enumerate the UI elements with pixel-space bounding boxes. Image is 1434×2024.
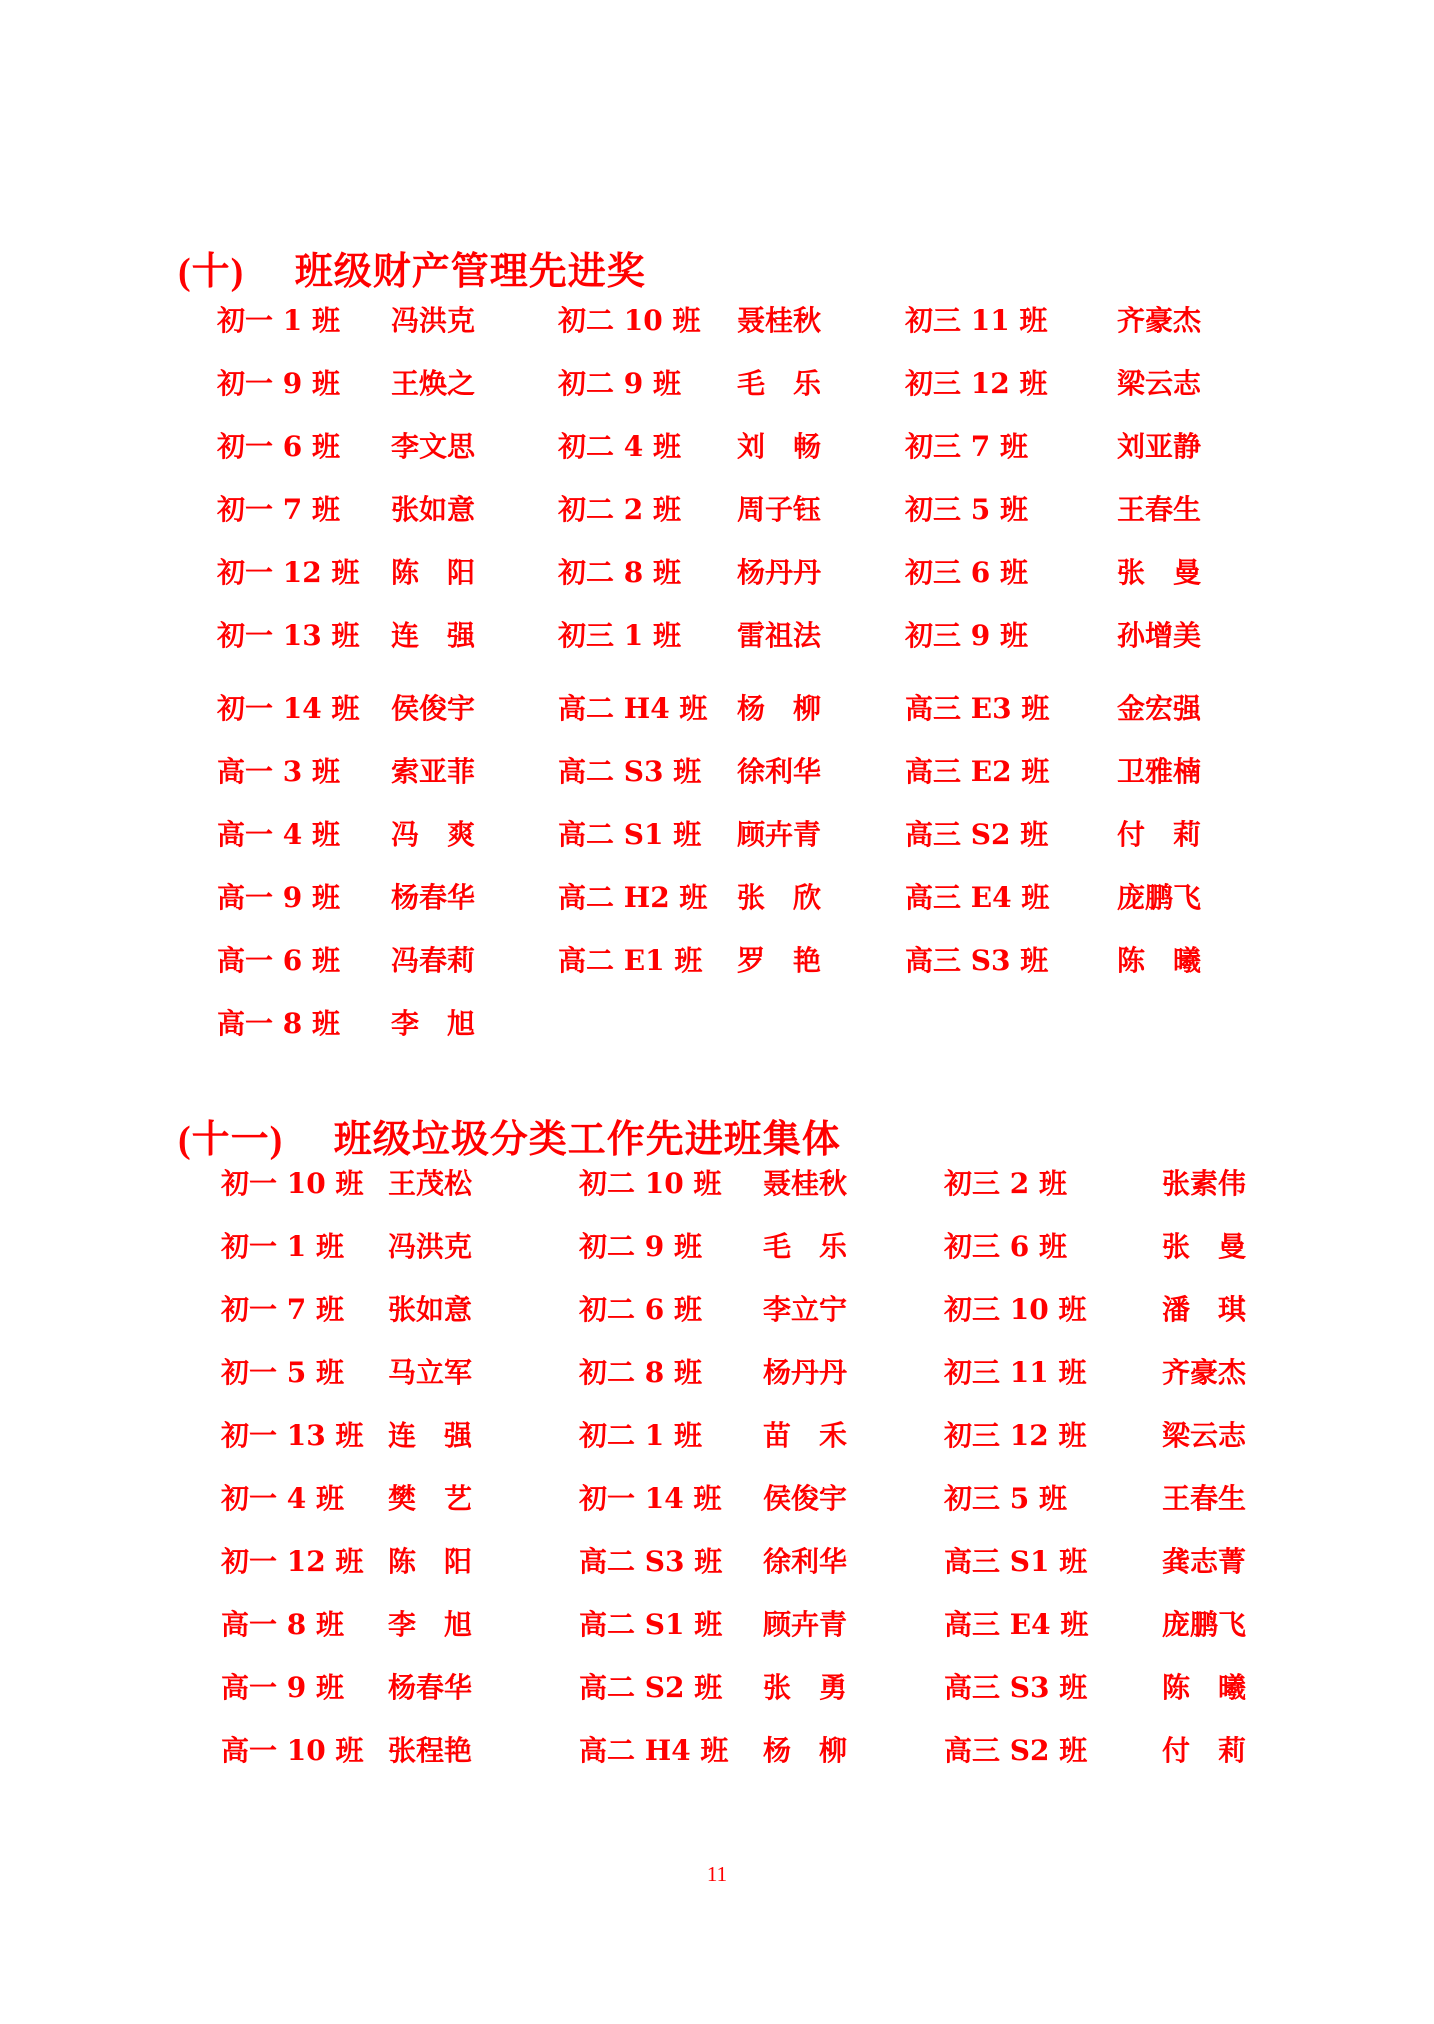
teacher-name: 冯 爽	[391, 818, 476, 851]
teacher-name: 索亚菲	[391, 755, 476, 788]
class-name: 高二 S1 班	[579, 1608, 723, 1641]
class-name: 高三 S1 班	[944, 1545, 1088, 1578]
class-name: 高一 6 班	[217, 944, 340, 977]
teacher-name: 雷祖法	[737, 619, 822, 652]
table-row	[0, 616, 1434, 656]
teacher-name: 张 曼	[1117, 556, 1202, 589]
class-name: 初一 14 班	[579, 1482, 722, 1515]
teacher-name: 杨春华	[388, 1671, 473, 1704]
table-row	[0, 1605, 1434, 1645]
teacher-name: 王春生	[1162, 1482, 1247, 1515]
class-name: 高二 S1 班	[558, 818, 702, 851]
class-name: 初二 9 班	[558, 367, 681, 400]
class-name: 初二 9 班	[579, 1230, 702, 1263]
class-name: 高三 E2 班	[905, 755, 1050, 788]
table-row	[0, 427, 1434, 467]
teacher-name: 潘 琪	[1162, 1293, 1247, 1326]
class-name: 初三 5 班	[905, 493, 1028, 526]
table-row	[0, 878, 1434, 918]
teacher-name: 连 强	[391, 619, 476, 652]
teacher-name: 陈 阳	[391, 556, 476, 589]
table-row	[0, 1227, 1434, 1267]
teacher-name: 张 曼	[1162, 1230, 1247, 1263]
teacher-name: 周子钰	[737, 493, 822, 526]
teacher-name: 孙增美	[1117, 619, 1202, 652]
teacher-name: 王春生	[1117, 493, 1202, 526]
teacher-name: 杨春华	[391, 881, 476, 914]
teacher-name: 杨 柳	[763, 1734, 848, 1767]
class-name: 初二 10 班	[579, 1167, 722, 1200]
teacher-name: 陈 曦	[1117, 944, 1202, 977]
class-name: 初二 8 班	[579, 1356, 702, 1389]
section-heading	[178, 240, 646, 295]
class-name: 初一 14 班	[217, 692, 360, 725]
teacher-name: 冯洪克	[388, 1230, 473, 1263]
table-row	[0, 1731, 1434, 1771]
class-name: 初二 6 班	[579, 1293, 702, 1326]
teacher-name: 刘亚静	[1117, 430, 1202, 463]
section-heading-title: 班级财产管理先进奖	[294, 248, 646, 293]
table-row	[0, 1668, 1434, 1708]
class-name: 初一 12 班	[217, 556, 360, 589]
table-row	[0, 301, 1434, 341]
teacher-name: 金宏强	[1117, 692, 1202, 725]
class-name: 高三 E4 班	[944, 1608, 1089, 1641]
teacher-name: 侯俊宇	[763, 1482, 848, 1515]
teacher-name: 徐利华	[737, 755, 822, 788]
class-name: 高二 H2 班	[558, 881, 708, 914]
class-name: 初一 1 班	[217, 304, 340, 337]
teacher-name: 罗 艳	[737, 944, 822, 977]
class-name: 高三 S2 班	[905, 818, 1049, 851]
teacher-name: 张 欣	[737, 881, 822, 914]
teacher-name: 侯俊宇	[391, 692, 476, 725]
class-name: 高二 H4 班	[558, 692, 708, 725]
class-name: 初三 6 班	[944, 1230, 1067, 1263]
class-name: 初三 6 班	[905, 556, 1028, 589]
table-row	[0, 1416, 1434, 1456]
class-name: 高二 H4 班	[579, 1734, 729, 1767]
class-name: 高三 S3 班	[944, 1671, 1088, 1704]
table-row	[0, 941, 1434, 981]
teacher-name: 连 强	[388, 1419, 473, 1452]
teacher-name: 李 旭	[391, 1007, 476, 1040]
teacher-name: 付 莉	[1162, 1734, 1247, 1767]
class-name: 高二 S3 班	[558, 755, 702, 788]
class-name: 初二 2 班	[558, 493, 681, 526]
class-name: 初一 13 班	[217, 619, 360, 652]
teacher-name: 聂桂秋	[763, 1167, 848, 1200]
teacher-name: 梁云志	[1117, 367, 1202, 400]
class-name: 初一 6 班	[217, 430, 340, 463]
class-name: 初二 4 班	[558, 430, 681, 463]
teacher-name: 杨丹丹	[737, 556, 822, 589]
class-name: 初三 2 班	[944, 1167, 1067, 1200]
teacher-name: 苗 禾	[763, 1419, 848, 1452]
teacher-name: 李 旭	[388, 1608, 473, 1641]
class-name: 高三 E3 班	[905, 692, 1050, 725]
class-name: 初二 10 班	[558, 304, 701, 337]
teacher-name: 马立军	[388, 1356, 473, 1389]
table-row	[0, 364, 1434, 404]
class-name: 初三 11 班	[905, 304, 1048, 337]
section-heading-number: (十)	[178, 251, 245, 293]
table-row	[0, 815, 1434, 855]
teacher-name: 聂桂秋	[737, 304, 822, 337]
class-name: 初三 12 班	[905, 367, 1048, 400]
class-name: 高一 9 班	[221, 1671, 344, 1704]
teacher-name: 付 莉	[1117, 818, 1202, 851]
class-name: 初一 12 班	[221, 1545, 364, 1578]
page-number: 11	[706, 1862, 728, 1886]
class-name: 高一 8 班	[217, 1007, 340, 1040]
class-name: 高二 E1 班	[558, 944, 703, 977]
class-name: 初一 4 班	[221, 1482, 344, 1515]
teacher-name: 李文思	[391, 430, 476, 463]
teacher-name: 王焕之	[391, 367, 476, 400]
table-row	[0, 1004, 1434, 1044]
table-row	[0, 490, 1434, 530]
teacher-name: 陈 曦	[1162, 1671, 1247, 1704]
table-row	[0, 689, 1434, 729]
table-row	[0, 1164, 1434, 1204]
teacher-name: 徐利华	[763, 1545, 848, 1578]
teacher-name: 李立宁	[763, 1293, 848, 1326]
teacher-name: 龚志菁	[1162, 1545, 1247, 1578]
table-row	[0, 1353, 1434, 1393]
class-name: 高三 S2 班	[944, 1734, 1088, 1767]
class-name: 初一 13 班	[221, 1419, 364, 1452]
class-name: 初一 1 班	[221, 1230, 344, 1263]
teacher-name: 樊 艺	[388, 1482, 473, 1515]
teacher-name: 庞鹏飞	[1117, 881, 1202, 914]
teacher-name: 王茂松	[388, 1167, 473, 1200]
section-heading	[178, 1108, 841, 1163]
class-name: 高一 3 班	[217, 755, 340, 788]
class-name: 高一 9 班	[217, 881, 340, 914]
class-name: 初一 10 班	[221, 1167, 364, 1200]
class-name: 高三 S3 班	[905, 944, 1049, 977]
class-name: 高一 8 班	[221, 1608, 344, 1641]
class-name: 初二 1 班	[579, 1419, 702, 1452]
teacher-name: 毛 乐	[763, 1230, 848, 1263]
teacher-name: 刘 畅	[737, 430, 822, 463]
teacher-name: 毛 乐	[737, 367, 822, 400]
teacher-name: 张如意	[391, 493, 476, 526]
teacher-name: 张如意	[388, 1293, 473, 1326]
teacher-name: 梁云志	[1162, 1419, 1247, 1452]
teacher-name: 张 勇	[763, 1671, 848, 1704]
class-name: 初三 12 班	[944, 1419, 1087, 1452]
class-name: 初三 5 班	[944, 1482, 1067, 1515]
class-name: 初三 10 班	[944, 1293, 1087, 1326]
teacher-name: 庞鹏飞	[1162, 1608, 1247, 1641]
teacher-name: 顾卉青	[737, 818, 822, 851]
table-row	[0, 1479, 1434, 1519]
table-row	[0, 752, 1434, 792]
table-row	[0, 1290, 1434, 1330]
teacher-name: 卫雅楠	[1117, 755, 1202, 788]
class-name: 高二 S3 班	[579, 1545, 723, 1578]
class-name: 初一 5 班	[221, 1356, 344, 1389]
class-name: 初一 7 班	[221, 1293, 344, 1326]
teacher-name: 张程艳	[388, 1734, 473, 1767]
table-row	[0, 553, 1434, 593]
teacher-name: 冯春莉	[391, 944, 476, 977]
class-name: 初三 7 班	[905, 430, 1028, 463]
class-name: 初二 8 班	[558, 556, 681, 589]
section-heading-title: 班级垃圾分类工作先进班集体	[333, 1116, 841, 1161]
teacher-name: 杨丹丹	[763, 1356, 848, 1389]
class-name: 高二 S2 班	[579, 1671, 723, 1704]
class-name: 初一 9 班	[217, 367, 340, 400]
teacher-name: 冯洪克	[391, 304, 476, 337]
class-name: 高三 E4 班	[905, 881, 1050, 914]
class-name: 初三 1 班	[558, 619, 681, 652]
section-heading-number: (十一)	[178, 1119, 284, 1161]
teacher-name: 杨 柳	[737, 692, 822, 725]
class-name: 高一 4 班	[217, 818, 340, 851]
class-name: 初三 11 班	[944, 1356, 1087, 1389]
table-row	[0, 1542, 1434, 1582]
teacher-name: 陈 阳	[388, 1545, 473, 1578]
class-name: 高一 10 班	[221, 1734, 364, 1767]
teacher-name: 顾卉青	[763, 1608, 848, 1641]
class-name: 初三 9 班	[905, 619, 1028, 652]
teacher-name: 齐豪杰	[1162, 1356, 1247, 1389]
class-name: 初一 7 班	[217, 493, 340, 526]
teacher-name: 张素伟	[1162, 1167, 1247, 1200]
teacher-name: 齐豪杰	[1117, 304, 1202, 337]
